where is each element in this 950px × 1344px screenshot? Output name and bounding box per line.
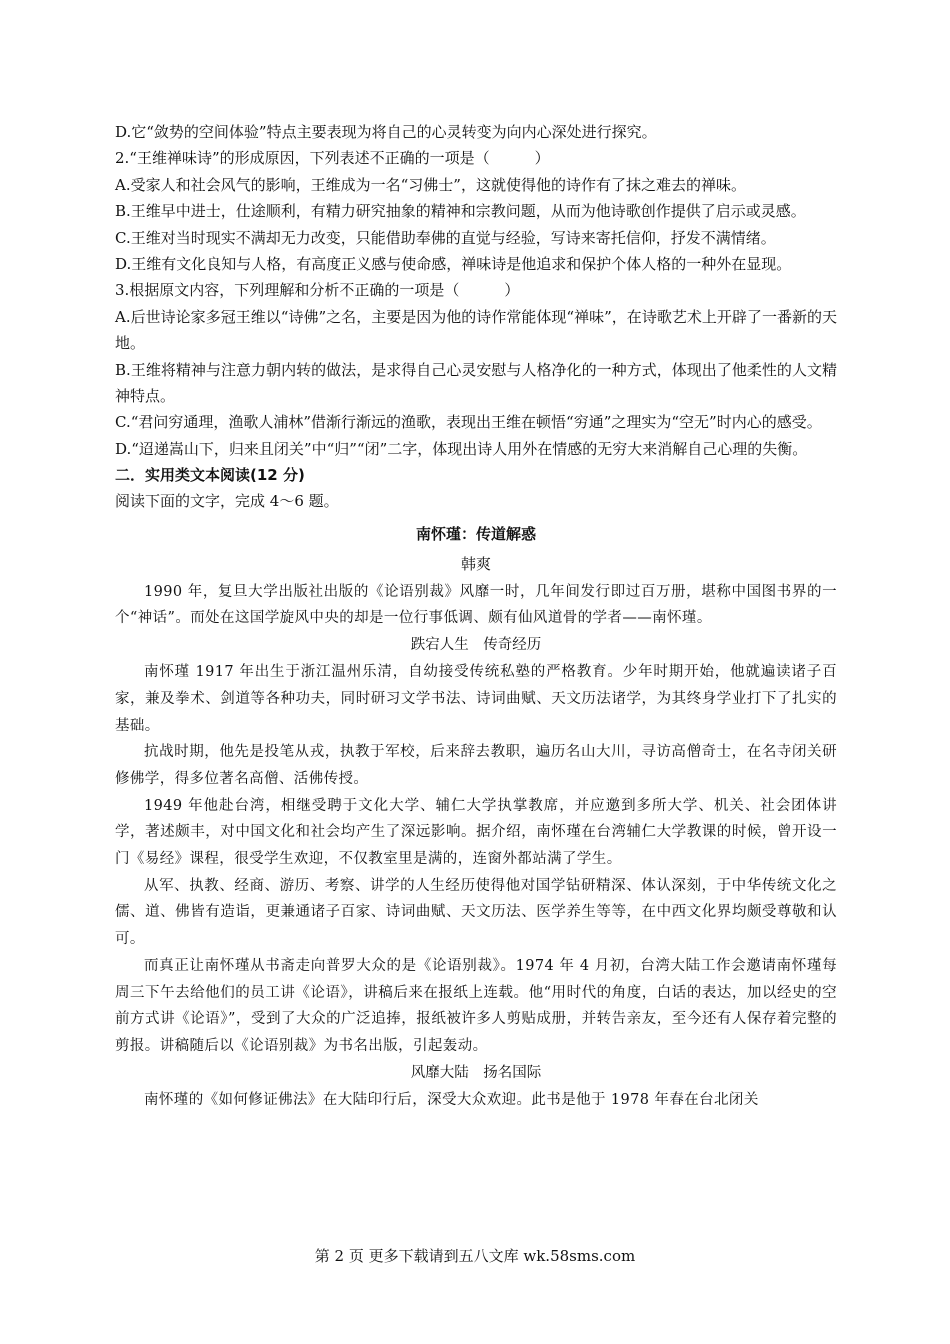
section-heading: 二．实用类文本阅读(12 分) — [115, 466, 305, 485]
q2-option-c: C.王维对当时现实不满却无力改变，只能借助奉佛的直觉与经验，写诗来寄托信仰，抒发不满情绪。 — [115, 228, 776, 247]
q2-option-b: B.王维早中进士，仕途顺利，有精力研究抽象的精神和宗教问题，从而为他诗歌创作提供了启示或灵感。 — [115, 202, 806, 221]
q2-option-d: D.王维有文化良知与人格，有高度正义感与使命感，禅味诗是他追求和保护个体人格的一种外在显现。 — [115, 255, 792, 274]
section-instruction: 阅读下面的文字，完成 4～6 题。 — [115, 492, 339, 511]
page-footer: 第 2 页 更多下载请到五八文库 wk.58sms.com — [314, 1247, 636, 1265]
article-title: 南怀瑾：传道解惑 — [415, 524, 536, 543]
article-paragraph: 而真正让南怀瑾从书斋走向普罗大众的是《论语别裁》。1974 年 4 月初，台湾大陆工作会邀请南怀瑾每周三下午去给他们的员工讲《论语》，讲稿后来在报纸上连载。他“用时代的角度，白话的表达，加以经史的空前方式讲《论语》”，受到了大众的广泛追捧，报纸被许多人剪贴成册，并转告亲友，至今还有人保存着完整的剪报。讲稿随后以《论语别裁》为书名出版，引起轰动。 — [115, 957, 837, 1054]
q3-stem: 3.根据原文内容，下列理解和分析不正确的一项是（ ） — [115, 281, 520, 300]
q2-stem: 2.“王维禅味诗”的形成原因，下列表述不正确的一项是（ ） — [115, 149, 550, 168]
q3-option-b: B.王维将精神与注意力朝内转的做法，是求得自己心灵安慰与人格净化的一种方式，体现出了他柔性的人文精神特点。 — [115, 360, 837, 406]
article-subtitle: 跌宕人生 传奇经历 — [410, 637, 542, 654]
q3-option-c: C.“君问穷通理，渔歌人浦林”借渐行渐远的渔歌，表现出王维在顿悟“穷通”之理实为“空无”时内心的感受。 — [115, 413, 822, 432]
article-intro: 1990 年，复旦大学出版社出版的《论语别裁》风靡一时，几年间发行即过百万册，堪称中国图书界的一个“神话”。而处在这国学旋风中央的却是一位行事低调、颇有仙风道骨的学者——南怀瑾。 — [115, 583, 837, 627]
article-author: 韩爽 — [460, 554, 491, 573]
article-paragraph: 从军、执教、经商、游历、考察、讲学的人生经历使得他对国学钻研精深、体认深刻，于中华传统文化之儒、道、佛皆有造诣，更兼通诸子百家、诗词曲赋、天文历法、医学养生等等，在中西文化界均颇受尊敬和认可。 — [115, 877, 837, 948]
article-paragraph: 南怀瑾 1917 年出生于浙江温州乐清，自幼接受传统私塾的严格教育。少年时期开始，他就遍读诸子百家，兼及拳术、剑道等各种功夫，同时研习文学书法、诗词曲赋、天文历法诸学，为其终身学业打下了扎实的基础。 — [115, 664, 837, 734]
page-content — [115, 119, 837, 1113]
q2-option-a: A.受家人和社会风气的影响，王维成为一名“习佛士”，这就使得他的诗作有了抹之难去的禅味。 — [115, 175, 746, 194]
article-paragraph: 抗战时期，他先是投笔从戎，执教于军校，后来辞去教职，遍历名山大川，寻访高僧奇士，在名寺闭关研修佛学，得多位著名高僧、活佛传授。 — [115, 744, 837, 787]
article-paragraph: 1949 年他赴台湾，相继受聘于文化大学、辅仁大学执掌教席，并应邀到多所大学、机关、社会团体讲学，著述颇丰，对中国文化和社会均产生了深远影响。据介绍，南怀瑾在台湾辅仁大学教课的时候，曾开设一门《易经》课程，很受学生欢迎，不仅教室里是满的，连窗外都站满了学生。 — [115, 797, 837, 868]
q1-option-d: D.它“敛势的空间体验”特点主要表现为将自己的心灵转变为向内心深处进行探究。 — [115, 123, 657, 141]
q3-option-a: A.后世诗论家多冠王维以“诗佛”之名，主要是因为他的诗作常能体现“禅味”，在诗歌艺术上开辟了一番新的天地。 — [115, 307, 837, 353]
article-paragraph: 南怀瑾的《如何修证佛法》在大陆印行后，深受大众欢迎。此书是他于 1978 年春在台北闭关 — [144, 1091, 759, 1108]
article-subtitle: 风靡大陆 扬名国际 — [410, 1064, 542, 1081]
q3-option-d: D.“迢递嵩山下，归来且闭关”中“归”“闭”二字，体现出诗人用外在情感的无穷大来消解自己心理的失衡。 — [115, 439, 808, 458]
